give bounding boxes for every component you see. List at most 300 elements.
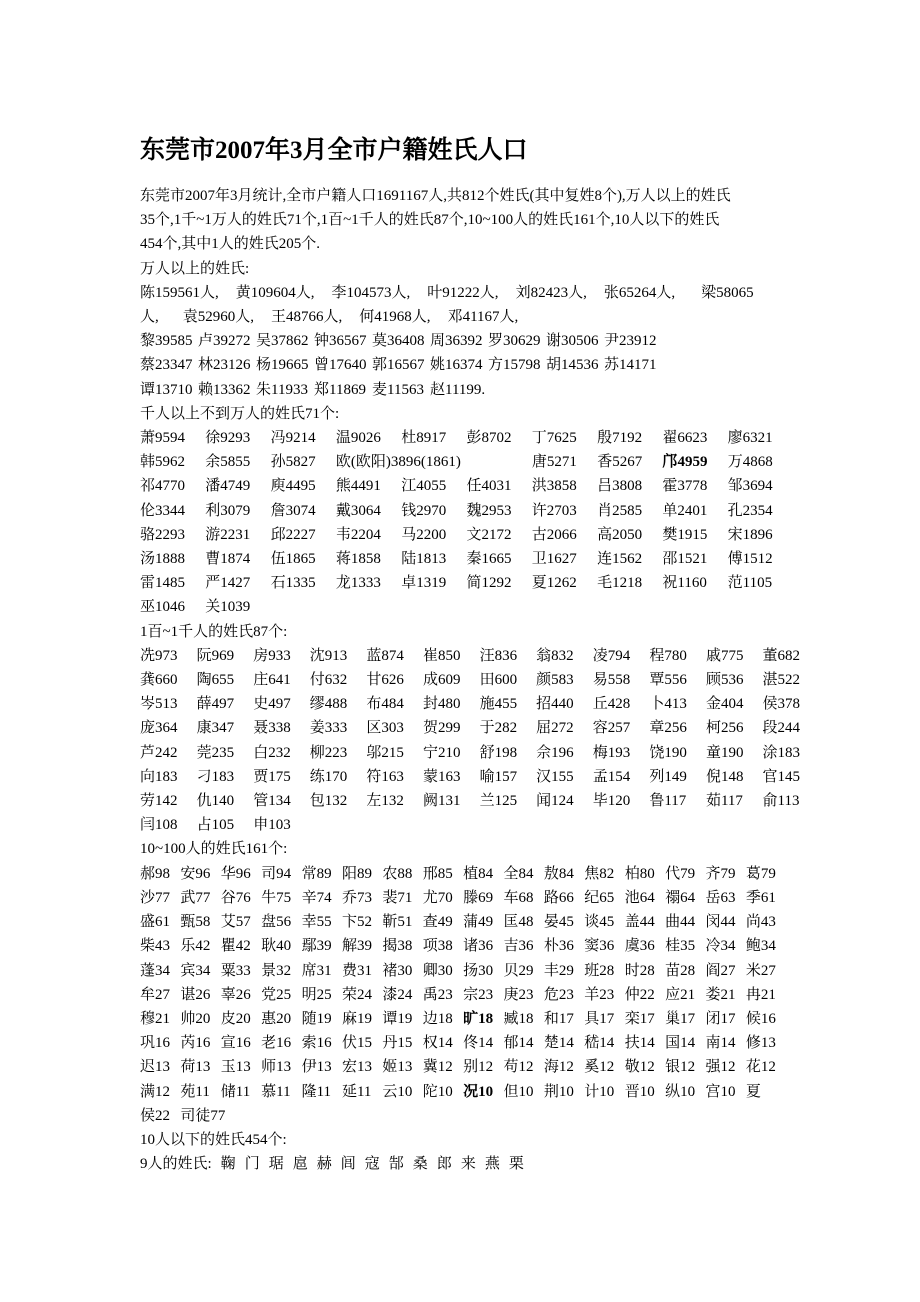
surname-entry: 范1105	[727, 575, 773, 592]
surname-entry: 季61	[745, 889, 776, 906]
surname-entry: 毕120	[592, 793, 631, 810]
surname-entry: 蒋1858	[335, 551, 381, 568]
surname-entry: 万4868	[727, 454, 773, 471]
surname-entry: 艾57	[220, 914, 251, 931]
surname-entry: 卞52	[341, 914, 372, 931]
surname-entry: 杜8917	[401, 430, 447, 447]
surname-entry: 边18	[422, 1010, 453, 1027]
surname-entry: 廖6321	[727, 430, 773, 447]
surname-entry: 具17	[584, 1010, 615, 1027]
surname-entry: 闻124	[536, 793, 574, 810]
surname-entry: 窦36	[584, 938, 615, 955]
surname-row	[140, 426, 820, 450]
surname-entry: 安96	[180, 865, 211, 882]
surname-entry: 候16	[745, 1010, 776, 1027]
surname-entry: 袁52960人,	[182, 309, 255, 326]
surname-row	[140, 813, 820, 837]
surname-entry: 冉21	[745, 986, 776, 1003]
surname-entry: 敬12	[624, 1059, 655, 1076]
surname-entry: 车68	[503, 889, 534, 906]
surname-char: 郜	[388, 1156, 404, 1173]
surname-entry: 解39	[341, 938, 372, 955]
surname-entry: 丁7625	[531, 430, 577, 447]
surname-entry: 揭38	[382, 938, 413, 955]
surname-char: 桑	[412, 1156, 428, 1173]
surname-entry: 冷34	[705, 938, 736, 955]
surname-entry: 谭19	[382, 1010, 413, 1027]
surname-row	[140, 1055, 820, 1079]
surname-entry: 耿40	[261, 938, 292, 955]
surname-entry: 姚16374	[430, 357, 483, 374]
surname-entry: 于282	[479, 720, 518, 737]
surname-entry: 闭17	[705, 1010, 736, 1027]
surname-entry: 宫10	[705, 1083, 736, 1100]
surname-entry: 羊23	[584, 986, 615, 1003]
surname-entry: 芦242	[140, 744, 178, 761]
surname-entry: 乔73	[341, 889, 372, 906]
surname-entry: 代79	[665, 865, 696, 882]
surname-entry: 禤64	[665, 889, 696, 906]
surname-entry: 巫1046	[140, 599, 186, 616]
surname-entry: 祁4770	[140, 478, 186, 495]
surname-entry: 随19	[301, 1010, 332, 1027]
surname-entry: 茹117	[705, 793, 743, 810]
surname-entry: 岑513	[140, 696, 178, 713]
surname-entry: 毛1218	[597, 575, 643, 592]
surname-entry: 高2050	[597, 526, 643, 543]
surname-entry: 江4055	[401, 478, 447, 495]
surname-entry: 谭13710	[140, 381, 193, 398]
surname-entry: 伊13	[301, 1059, 332, 1076]
surname-entry: 娄21	[705, 986, 736, 1003]
surname-entry: 穆21	[140, 1010, 171, 1027]
surname-entry: 柏80	[624, 865, 655, 882]
surname-entry: 全84	[503, 865, 534, 882]
surname-entry: 银12	[665, 1059, 696, 1076]
surname-entry: 宣16	[220, 1035, 251, 1052]
nine-person-label: 9人的姓氏:	[140, 1156, 212, 1173]
surname-entry: 庾4495	[270, 478, 316, 495]
surname-row	[140, 353, 820, 377]
surname-char: 寇	[364, 1156, 380, 1173]
surname-entry: 植84	[463, 865, 494, 882]
surname-entry: 游2231	[205, 526, 251, 543]
surname-char: 闾	[340, 1156, 356, 1173]
surname-row	[140, 934, 820, 958]
intro-line-3: 454个,其中1人的姓氏205个.	[140, 236, 321, 253]
surname-entry: 樊1915	[662, 526, 708, 543]
surname-entry: 劳142	[140, 793, 178, 810]
surname-entry: 尹23912	[604, 333, 657, 350]
surname-entry: 严1427	[205, 575, 251, 592]
surname-entry: 柳223	[309, 744, 348, 761]
surname-entry: 池64	[624, 889, 655, 906]
surname-row	[140, 765, 820, 789]
surname-entry: 霍3778	[662, 478, 708, 495]
surname-entry: 洪3858	[531, 478, 577, 495]
surname-entry: 褚30	[382, 962, 413, 979]
surname-entry: 辛74	[301, 889, 332, 906]
surname-entry: 南14	[705, 1035, 736, 1052]
top-surname-line-1	[140, 281, 820, 305]
surname-entry: 谈45	[584, 914, 615, 931]
surname-entry: 吉36	[503, 938, 534, 955]
surname-entry: 乐42	[180, 938, 211, 955]
surname-entry: 蓬34	[140, 962, 171, 979]
surname-entry: 仇140	[196, 793, 235, 810]
surname-entry: 康347	[196, 720, 235, 737]
page-title: 东莞市2007年3月全市户籍姓氏人口	[140, 137, 528, 164]
surname-entry: 匡48	[503, 914, 534, 931]
surname-entry: 阳89	[341, 865, 372, 882]
surname-entry: 彭8702	[466, 430, 512, 447]
section-heading-10000-plus: 万人以上的姓氏:	[140, 260, 250, 277]
surname-entry: 米27	[745, 962, 776, 979]
surname-entry: 涂183	[762, 744, 801, 761]
surname-entry: 沈913	[309, 647, 348, 664]
surname-entry: 温9026	[335, 430, 381, 447]
surname-entry: 农88	[382, 865, 413, 882]
surname-entry: 祝1160	[662, 575, 707, 592]
surname-row	[140, 1031, 820, 1055]
surname-entry: 夏	[745, 1083, 761, 1100]
surname-entry: 邬215	[366, 744, 404, 761]
surname-entry: 卢39272	[198, 333, 251, 350]
surname-row	[140, 1080, 820, 1104]
surname-entry: 黄109604人,	[235, 284, 315, 301]
surname-entry: 鄢39	[301, 938, 332, 955]
surname-entry: 景32	[261, 962, 292, 979]
surname-entry: 汤1888	[140, 551, 186, 568]
surname-entry: 荆10	[543, 1083, 574, 1100]
section-2-grid	[140, 426, 820, 620]
surname-entry: 阙131	[422, 793, 461, 810]
surname-entry: 奚12	[584, 1059, 615, 1076]
surname-entry: 施455	[479, 696, 518, 713]
surname-entry: 阎27	[705, 962, 736, 979]
surname-entry: 赵11199.	[430, 381, 486, 398]
surname-entry: 汉155	[536, 768, 574, 785]
surname-entry: 倪148	[705, 768, 744, 785]
surname-entry: 冼973	[140, 647, 178, 664]
surname-entry: 卫1627	[531, 551, 577, 568]
surname-entry: 邵1521	[662, 551, 708, 568]
surname-entry: 佟14	[463, 1035, 494, 1052]
intro-line-2: 35个,1千~1万人的姓氏71个,1百~1千人的姓氏87个,10~100人的姓氏161个,10人以下的姓氏	[140, 212, 720, 229]
surname-entry: 吕3808	[597, 478, 643, 495]
surname-entry: 魏2953	[466, 502, 512, 519]
surname-entry: 刘82423人,	[515, 284, 587, 301]
surname-entry: 招440	[536, 696, 574, 713]
surname-entry: 利3079	[205, 502, 251, 519]
surname-entry: 覃556	[649, 672, 687, 689]
surname-entry: 沙77	[140, 889, 171, 906]
surname-entry: 贾175	[253, 768, 291, 785]
surname-entry: 陀10	[422, 1083, 453, 1100]
surname-entry: 鲁117	[649, 793, 687, 810]
surname-row	[140, 499, 820, 523]
surname-entry: 易558	[592, 672, 631, 689]
surname-entry: 路66	[543, 889, 574, 906]
surname-entry: 裴71	[382, 889, 413, 906]
surname-entry: 计10	[584, 1083, 615, 1100]
surname-entry: 龚660	[140, 672, 178, 689]
surname-entry: 邹3694	[727, 478, 773, 495]
surname-entry: 党25	[261, 986, 292, 1003]
surname-entry: 湛522	[762, 672, 801, 689]
surname-entry: 满12	[140, 1083, 171, 1100]
surname-entry: 姜333	[309, 720, 348, 737]
section-3-grid	[140, 644, 820, 838]
surname-entry: 但10	[503, 1083, 534, 1100]
surname-entry: 晏45	[543, 914, 574, 931]
surname-entry: 叶91222人,	[427, 284, 499, 301]
surname-entry: 莞235	[196, 744, 235, 761]
surname-entry: 雷1485	[140, 575, 186, 592]
surname-entry: 伏15	[341, 1035, 372, 1052]
surname-row	[140, 716, 820, 740]
surname-entry: 香5267	[597, 454, 643, 471]
surname-entry: 包132	[309, 793, 348, 810]
surname-entry: 吴37862	[256, 333, 309, 350]
surname-row	[140, 595, 820, 619]
surname-entry: 列149	[649, 768, 687, 785]
surname-entry: 帅20	[180, 1010, 211, 1027]
surname-entry: 白232	[253, 744, 291, 761]
surname-entry: 班28	[584, 962, 615, 979]
surname-entry: 何41968人,	[359, 309, 431, 326]
surname-row	[140, 547, 820, 571]
surname-entry: 连1562	[597, 551, 643, 568]
surname-entry: 付632	[309, 672, 348, 689]
surname-entry: 苗28	[665, 962, 696, 979]
surname-entry: 欧(欧阳)3896(1861)	[335, 454, 461, 471]
surname-entry: 梅193	[592, 744, 631, 761]
section-heading-100-1000: 1百~1千人的姓氏87个:	[140, 623, 288, 640]
surname-entry: 纵10	[665, 1083, 696, 1100]
surname-row	[140, 741, 820, 765]
surname-entry: 布484	[366, 696, 404, 713]
surname-entry: 孔2354	[727, 502, 773, 519]
section-heading-10-100: 10~100人的姓氏161个:	[140, 841, 288, 858]
surname-entry: 舒198	[479, 744, 518, 761]
surname-entry: 张65264人,	[603, 284, 676, 301]
surname-entry: 喻157	[479, 768, 518, 785]
surname-entry: 盛61	[140, 914, 171, 931]
surname-entry: 尤70	[422, 889, 453, 906]
surname-entry: 余5855	[205, 454, 251, 471]
surname-entry: 章256	[649, 720, 687, 737]
surname-entry: 国14	[665, 1035, 696, 1052]
surname-entry: 麻19	[341, 1010, 372, 1027]
surname-entry: 宁210	[422, 744, 461, 761]
surname-entry: 鲍34	[745, 938, 776, 955]
surname-entry: 曲44	[665, 914, 696, 931]
surname-entry: 钟36567	[314, 333, 367, 350]
surname-entry: 杨19665	[256, 357, 309, 374]
surname-entry: 符163	[366, 768, 404, 785]
surname-entry: 庚23	[503, 986, 534, 1003]
surname-entry: 扬30	[463, 962, 494, 979]
surname-entry: 兰125	[479, 793, 518, 810]
surname-entry: 汪836	[479, 647, 518, 664]
surname-entry: 人,	[140, 309, 159, 326]
surname-entry: 查49	[422, 914, 453, 931]
surname-entry: 郁14	[503, 1035, 534, 1052]
surname-entry: 文2172	[466, 526, 512, 543]
surname-entry: 石1335	[270, 575, 316, 592]
surname-char: 琚	[268, 1156, 284, 1173]
surname-entry: 管134	[253, 793, 291, 810]
surname-entry: 蒙163	[422, 768, 461, 785]
surname-entry: 华96	[220, 865, 251, 882]
surname-entry: 蔡23347	[140, 357, 193, 374]
surname-entry: 段244	[762, 720, 801, 737]
surname-entry: 宗23	[463, 986, 494, 1003]
surname-entry: 肖2585	[597, 502, 643, 519]
surname-entry: 齐79	[705, 865, 736, 882]
surname-entry: 楚14	[543, 1035, 574, 1052]
surname-entry: 房933	[253, 647, 291, 664]
top-surname-line-2	[140, 305, 820, 329]
surname-entry: 任4031	[466, 478, 512, 495]
surname-entry: 孙5827	[270, 454, 316, 471]
surname-entry: 甘626	[366, 672, 404, 689]
surname-entry: 巩16	[140, 1035, 171, 1052]
surname-entry: 顾536	[705, 672, 744, 689]
surname-entry: 苏14171	[604, 357, 657, 374]
nine-person-surnames	[140, 1152, 820, 1176]
surname-entry: 和17	[543, 1010, 574, 1027]
surname-entry: 储11	[220, 1083, 251, 1100]
surname-entry: 戚775	[705, 647, 744, 664]
surname-entry: 海12	[543, 1059, 574, 1076]
surname-row	[140, 378, 820, 402]
surname-entry: 潘4749	[205, 478, 251, 495]
surname-entry: 骆2293	[140, 526, 186, 543]
section-heading-under-10: 10人以下的姓氏454个:	[140, 1131, 287, 1148]
surname-entry: 凌794	[592, 647, 631, 664]
surname-entry: 司徒77	[180, 1107, 226, 1124]
surname-entry: 姬13	[382, 1059, 413, 1076]
surname-entry: 盘56	[261, 914, 292, 931]
surname-entry: 司94	[261, 865, 292, 882]
surname-entry: 谢30506	[546, 333, 599, 350]
surname-entry: 柯256	[705, 720, 744, 737]
surname-row	[140, 668, 820, 692]
surname-entry: 幸55	[301, 914, 332, 931]
surname-entry: 花12	[745, 1059, 776, 1076]
surname-entry: 侯378	[762, 696, 801, 713]
surname-entry: 牛75	[261, 889, 292, 906]
surname-entry: 夏1262	[531, 575, 577, 592]
surname-entry: 虞36	[624, 938, 655, 955]
surname-entry: 宋1896	[727, 526, 773, 543]
surname-entry: 钱2970	[401, 502, 447, 519]
surname-entry: 陈159561人,	[140, 284, 219, 301]
surname-entry: 封480	[422, 696, 461, 713]
surname-row	[140, 886, 820, 910]
surname-entry: 诸36	[463, 938, 494, 955]
surname-entry: 官145	[762, 768, 801, 785]
surname-row	[140, 523, 820, 547]
surname-row	[140, 862, 820, 886]
surname-entry: 向183	[140, 768, 178, 785]
surname-entry: 梁58065	[701, 284, 754, 301]
surname-entry: 栾17	[624, 1010, 655, 1027]
surname-entry: 赖13362	[198, 381, 251, 398]
surname-entry: 刁183	[196, 768, 235, 785]
surname-entry: 芮16	[180, 1035, 211, 1052]
surname-entry: 粟33	[220, 962, 251, 979]
surname-entry: 萧9594	[140, 430, 186, 447]
surname-row	[140, 692, 820, 716]
surname-entry: 左132	[366, 793, 404, 810]
surname-entry: 关1039	[205, 599, 251, 616]
surname-entry: 慕11	[261, 1083, 291, 1100]
surname-entry: 苑11	[180, 1083, 210, 1100]
surname-entry: 闫108	[140, 817, 178, 834]
surname-row	[140, 644, 820, 668]
surname-entry: 区303	[366, 720, 404, 737]
surname-entry: 修13	[745, 1035, 776, 1052]
surname-entry: 时28	[624, 962, 655, 979]
surname-entry: 柴43	[140, 938, 171, 955]
surname-entry: 桂35	[665, 938, 696, 955]
surname-entry: 郭16567	[372, 357, 425, 374]
surname-entry: 巢17	[665, 1010, 696, 1027]
surname-entry: 韩5962	[140, 454, 186, 471]
surname-entry: 敖84	[543, 865, 574, 882]
surname-entry: 卜413	[649, 696, 687, 713]
surname-entry: 邱2227	[270, 526, 316, 543]
surname-entry: 翁832	[536, 647, 574, 664]
document-body	[140, 184, 820, 1176]
surname-row	[140, 959, 820, 983]
surname-row	[140, 1104, 820, 1128]
surname-entry: 云10	[382, 1083, 413, 1100]
surname-entry: 丹15	[382, 1035, 413, 1052]
surname-entry: 莫36408	[372, 333, 425, 350]
surname-entry: 佘196	[536, 744, 574, 761]
surname-entry: 傅1512	[727, 551, 773, 568]
surname-entry: 朴36	[543, 938, 574, 955]
surname-entry: 古2066	[531, 526, 577, 543]
surname-entry: 董682	[762, 647, 801, 664]
surname-entry: 朱11933	[256, 381, 308, 398]
surname-entry: 贝29	[503, 962, 534, 979]
surname-entry: 熊4491	[335, 478, 381, 495]
surname-entry: 戴3064	[335, 502, 381, 519]
surname-entry: 荣24	[341, 986, 372, 1003]
surname-entry: 项38	[422, 938, 453, 955]
surname-entry: 罗30629	[488, 333, 541, 350]
surname-entry: 史497	[253, 696, 291, 713]
surname-char: 鞠	[220, 1156, 236, 1173]
surname-entry: 闵44	[705, 914, 736, 931]
surname-entry: 扶14	[624, 1035, 655, 1052]
surname-entry: 常89	[301, 865, 332, 882]
surname-entry: 许2703	[531, 502, 577, 519]
surname-entry: 葛79	[745, 865, 776, 882]
surname-row	[140, 571, 820, 595]
surname-entry: 岳63	[705, 889, 736, 906]
surname-entry: 王48766人,	[271, 309, 343, 326]
surname-entry: 盖44	[624, 914, 655, 931]
surname-entry: 明25	[301, 986, 332, 1003]
surname-entry: 隆11	[301, 1083, 332, 1100]
surname-entry: 庄641	[253, 672, 291, 689]
